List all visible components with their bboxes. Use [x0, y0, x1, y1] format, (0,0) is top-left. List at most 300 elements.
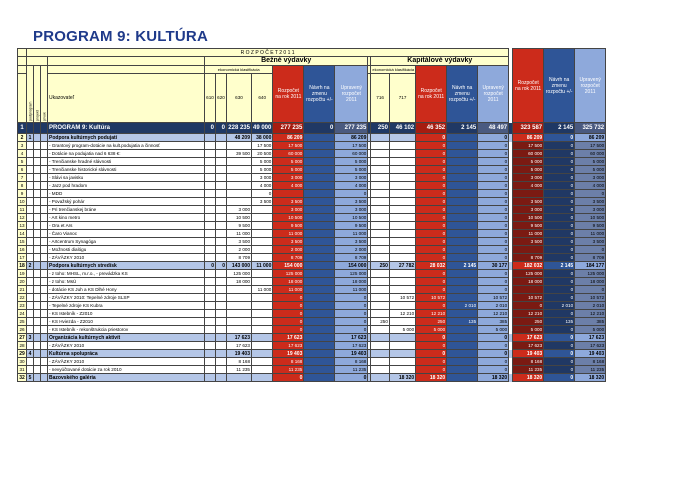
ek-klas-1: ekonomická klasifikácia: [205, 66, 273, 74]
row-projekt: [34, 270, 41, 278]
cell-c630: [227, 174, 252, 182]
cell-c716: [371, 374, 390, 382]
cell-cap-budget: 0: [416, 350, 447, 358]
cell-total-budget: 19 403: [513, 350, 544, 358]
cell-c716: [371, 230, 390, 238]
cell-c716: [371, 134, 390, 142]
cell-c620: [216, 342, 227, 350]
row-number: 10: [19, 198, 25, 204]
budget-table: [17, 48, 606, 382]
row-projekt: [34, 278, 41, 286]
cell-cap-adjusted: 12 210: [478, 310, 509, 318]
row-podprogram: [27, 310, 34, 318]
cell-cap-adjusted: 0: [478, 182, 509, 190]
cell-c640: [252, 214, 273, 222]
cell-cap-budget: 0: [416, 182, 447, 190]
cell-c620: [216, 358, 227, 366]
cell-c716: [371, 190, 390, 198]
cell-cap-budget: 0: [416, 206, 447, 214]
col-podprogram: podprogram: [27, 66, 34, 123]
cell-budget: 17 500: [273, 142, 304, 150]
current-expenses-header: Bežné výdavky: [205, 57, 368, 66]
col-prvok: prvok: [41, 66, 48, 123]
cell-c717: 46 102: [389, 123, 415, 134]
cell-c717: [389, 134, 415, 142]
cell-change: [304, 342, 335, 350]
cell-total-change: 0: [544, 174, 575, 182]
cell-cap-change: [447, 374, 478, 382]
table-row: [18, 222, 606, 230]
row-podprogram: [27, 174, 34, 182]
cell-c717: 5 000: [389, 326, 415, 334]
row-projekt: [34, 374, 41, 382]
cell-c610: [205, 230, 216, 238]
cap-change-header: Návrh na zmenu rozpočtu +/-: [447, 66, 478, 123]
cell-c620: [216, 318, 227, 326]
cell-c630: [227, 190, 252, 198]
cap-budget-header: Rozpočet na rok 2011: [416, 66, 447, 123]
cell-cap-change: [447, 198, 478, 206]
cell-cap-adjusted: 0: [478, 230, 509, 238]
row-projekt: [34, 222, 41, 230]
row-number: 6: [18, 166, 27, 174]
cell-c640: [252, 278, 273, 286]
cell-c717: [389, 222, 415, 230]
cell-c640: [252, 366, 273, 374]
cell-cap-change: 2 145: [447, 123, 478, 134]
cell-c620: [216, 278, 227, 286]
row-prvok: [41, 366, 48, 374]
cell-cap-adjusted: 0: [478, 174, 509, 182]
cell-c716: [371, 350, 390, 358]
cell-c640: 20 500: [252, 150, 273, 158]
cell-c620: [216, 286, 227, 294]
row-projekt: [34, 350, 41, 358]
cell-total-change: 0: [544, 278, 575, 286]
cell-c610: [205, 286, 216, 294]
row-projekt: [34, 366, 41, 374]
cell-total-budget: [513, 190, 544, 198]
cell-total-change: 0: [544, 326, 575, 334]
cell-total-adjusted: 12 210: [575, 310, 606, 318]
row-number: 2: [18, 134, 27, 142]
cell-adjusted: 0: [335, 190, 368, 198]
cell-adjusted: 11 000: [335, 286, 368, 294]
cell-c610: [205, 174, 216, 182]
row-number: 3: [18, 142, 27, 150]
row-projekt: [34, 254, 41, 262]
row-podprogram: [27, 342, 34, 350]
row-projekt: [34, 238, 41, 246]
cell-total-change: 0: [544, 334, 575, 342]
cell-c716: [371, 326, 390, 334]
row-projekt: [34, 294, 41, 302]
cell-total-adjusted: 86 209: [575, 134, 606, 142]
table-row: [18, 294, 606, 302]
cell-c640: [252, 358, 273, 366]
indicator-header: Ukazovateľ: [48, 74, 205, 123]
cell-total-adjusted: 2 010: [575, 302, 606, 310]
cell-c640: [252, 294, 273, 302]
cell-adjusted: 0: [335, 302, 368, 310]
cell-c620: [216, 326, 227, 334]
cell-total-change: 0: [544, 198, 575, 206]
cell-cap-change: [447, 366, 478, 374]
cell-total-change: 0: [544, 158, 575, 166]
row-prvok: [41, 318, 48, 326]
cell-c630: [227, 318, 252, 326]
cell-adjusted: 60 000: [335, 150, 368, 158]
cell-c610: [205, 166, 216, 174]
cell-budget: 17 623: [273, 334, 304, 342]
row-prvok: [41, 238, 48, 246]
cell-change: [304, 374, 335, 382]
row-label: - nevyúčtované dotácie za rok 2010: [48, 366, 205, 374]
cell-cap-change: [447, 246, 478, 254]
cell-c620: [216, 214, 227, 222]
cell-cap-adjusted: 385: [478, 318, 509, 326]
cell-c640: 3 500: [252, 198, 273, 206]
row-prvok: [41, 350, 48, 358]
cell-c630: 228 235: [227, 123, 252, 134]
cell-c716: [371, 174, 390, 182]
cell-cap-change: [447, 342, 478, 350]
cell-budget: 4 000: [273, 182, 304, 190]
row-projekt: [34, 198, 41, 206]
cell-total-budget: 17 500: [513, 142, 544, 150]
cell-c620: [216, 254, 227, 262]
row-projekt: [34, 302, 41, 310]
row-label: - Jazz pod hradom: [48, 182, 205, 190]
cell-total-adjusted: 3 000: [575, 206, 606, 214]
cell-total-change: 0: [544, 150, 575, 158]
cell-budget: 3 000: [273, 174, 304, 182]
cell-c640: [252, 222, 273, 230]
cell-c630: [227, 374, 252, 382]
cell-change: [304, 262, 335, 270]
cell-change: [304, 334, 335, 342]
cell-cap-adjusted: 2 010: [478, 302, 509, 310]
cell-adjusted: 3 000: [335, 206, 368, 214]
row-prvok: [41, 134, 48, 142]
cell-cap-budget: 12 210: [416, 310, 447, 318]
row-number: 23: [19, 302, 25, 308]
cell-c716: 250: [371, 318, 390, 326]
cell-cap-change: [447, 254, 478, 262]
cell-adjusted: 10 500: [335, 214, 368, 222]
cell-c640: 5 000: [252, 166, 273, 174]
row-prvok: [41, 278, 48, 286]
row-podprogram: 5: [27, 374, 34, 382]
cell-budget: 18 000: [273, 278, 304, 286]
cell-cap-budget: 0: [416, 142, 447, 150]
cell-cap-adjusted: 0: [478, 134, 509, 142]
row-number: 25: [19, 318, 25, 324]
cell-cap-change: [447, 190, 478, 198]
cell-total-change: 2 010: [544, 302, 575, 310]
row-prvok: [41, 286, 48, 294]
cell-c640: [252, 334, 273, 342]
row-prvok: [41, 358, 48, 366]
cell-total-adjusted: 0: [575, 246, 606, 254]
cell-c630: 17 623: [227, 334, 252, 342]
cell-c620: 0: [216, 123, 227, 134]
cell-budget: 0: [273, 318, 304, 326]
cell-c716: 250: [371, 262, 390, 270]
cell-c716: [371, 278, 390, 286]
cell-c717: [389, 174, 415, 182]
cell-budget: 60 000: [273, 150, 304, 158]
row-prvok: [41, 254, 48, 262]
cell-budget: 5 000: [273, 166, 304, 174]
table-row: [18, 262, 606, 270]
cell-c716: [371, 158, 390, 166]
cell-budget: 8 168: [273, 358, 304, 366]
cell-total-adjusted: 385: [575, 318, 606, 326]
cell-c717: [389, 358, 415, 366]
row-podprogram: 2: [27, 262, 34, 270]
cell-total-budget: 3 500: [513, 238, 544, 246]
cell-adjusted: 3 500: [335, 198, 368, 206]
cell-c610: [205, 206, 216, 214]
cell-total-budget: 125 000: [513, 270, 544, 278]
cell-c630: 9 500: [227, 222, 252, 230]
cell-budget: [273, 190, 304, 198]
cell-cap-change: [447, 286, 478, 294]
cell-total-adjusted: 3 500: [575, 198, 606, 206]
cell-c610: [205, 142, 216, 150]
cell-cap-adjusted: 0: [478, 366, 509, 374]
row-label: Podpora kultúrnych stredísk: [48, 262, 205, 270]
table-row: [18, 302, 606, 310]
cell-total-adjusted: 11 000: [575, 230, 606, 238]
cell-cap-adjusted: 0: [478, 222, 509, 230]
cell-c610: [205, 134, 216, 142]
table-row: [18, 214, 606, 222]
cell-total-adjusted: 125 000: [575, 270, 606, 278]
cell-c610: [205, 326, 216, 334]
table-row: [18, 350, 606, 358]
row-prvok: [41, 342, 48, 350]
cell-total-adjusted: 5 000: [575, 166, 606, 174]
row-prvok: [41, 174, 48, 182]
cell-cap-adjusted: 0: [478, 342, 509, 350]
cell-cap-adjusted: 10 572: [478, 294, 509, 302]
cell-adjusted: 5 000: [335, 166, 368, 174]
row-projekt: [34, 166, 41, 174]
row-prvok: [41, 214, 48, 222]
cell-cap-budget: 5 000: [416, 326, 447, 334]
cell-c640: [252, 302, 273, 310]
cell-total-adjusted: 325 732: [575, 123, 606, 134]
cell-change: [304, 278, 335, 286]
cell-total-adjusted: 10 572: [575, 294, 606, 302]
cell-cap-change: [447, 182, 478, 190]
cell-total-change: 0: [544, 238, 575, 246]
cell-total-change: 0: [544, 142, 575, 150]
cell-cap-adjusted: 0: [478, 142, 509, 150]
cell-adjusted: 11 235: [335, 366, 368, 374]
row-podprogram: [27, 302, 34, 310]
row-podprogram: 1: [27, 134, 34, 142]
cell-total-adjusted: 17 500: [575, 142, 606, 150]
cell-cap-budget: 0: [416, 278, 447, 286]
cell-cap-change: [447, 206, 478, 214]
cell-c717: [389, 158, 415, 166]
cell-total-budget: 323 587: [513, 123, 544, 134]
cell-total-change: 0: [544, 358, 575, 366]
row-podprogram: [27, 150, 34, 158]
cell-c716: [371, 286, 390, 294]
row-label: - ZÁVÄZKY 2010: [48, 342, 205, 350]
cell-cap-adjusted: 0: [478, 190, 509, 198]
table-row: [18, 342, 606, 350]
cell-c716: [371, 206, 390, 214]
row-prvok: [41, 222, 48, 230]
cap-adjusted-header: Upravený rozpočet 2011: [478, 66, 509, 123]
row-label: - KS Istebník - Z2010: [48, 310, 205, 318]
cell-c620: [216, 142, 227, 150]
cell-c717: [389, 366, 415, 374]
cell-total-budget: 3 500: [513, 198, 544, 206]
cell-total-adjusted: 18 320: [575, 374, 606, 382]
cell-total-adjusted: 17 623: [575, 342, 606, 350]
table-row: [18, 246, 606, 254]
table-row: [18, 134, 606, 142]
row-prvok: [41, 310, 48, 318]
cell-c610: [205, 342, 216, 350]
row-projekt: [34, 214, 41, 222]
cell-c717: [389, 342, 415, 350]
cell-c630: [227, 166, 252, 174]
cell-cap-change: [447, 350, 478, 358]
table-row: [18, 374, 606, 382]
row-podprogram: [27, 246, 34, 254]
row-podprogram: [27, 214, 34, 222]
row-number: 27: [19, 334, 25, 341]
cell-budget: 154 000: [273, 262, 304, 270]
table-row: [18, 158, 606, 166]
cell-cap-budget: 0: [416, 158, 447, 166]
row-podprogram: [27, 254, 34, 262]
cell-total-adjusted: 9 500: [575, 222, 606, 230]
cell-change: [304, 166, 335, 174]
cell-cap-budget: 0: [416, 302, 447, 310]
cell-total-budget: 182 032: [513, 262, 544, 270]
row-prvok: [41, 142, 48, 150]
cell-c640: [252, 206, 273, 214]
adjusted-header: Upravený rozpočet 2011: [335, 66, 368, 123]
row-number: 17: [19, 254, 25, 260]
row-projekt: [34, 158, 41, 166]
row-podprogram: [27, 230, 34, 238]
row-number: 19: [19, 270, 25, 276]
cell-total-adjusted: 0: [575, 190, 606, 198]
row-label: Podpora kultúrnych podujatí: [48, 134, 205, 142]
cell-cap-adjusted: 0: [478, 350, 509, 358]
cell-c610: [205, 334, 216, 342]
cell-total-budget: 60 000: [513, 150, 544, 158]
row-label: Bazovského galéria: [48, 374, 205, 382]
cell-total-change: 0: [544, 214, 575, 222]
cell-c610: [205, 182, 216, 190]
cell-cap-budget: 0: [416, 198, 447, 206]
cell-c716: [371, 342, 390, 350]
cell-c610: [205, 294, 216, 302]
cell-c610: [205, 358, 216, 366]
cell-c716: [371, 246, 390, 254]
cell-c610: [205, 150, 216, 158]
cell-c716: [371, 310, 390, 318]
cell-c717: [389, 238, 415, 246]
cell-cap-adjusted: 0: [478, 158, 509, 166]
cell-cap-change: [447, 326, 478, 334]
cell-total-change: 0: [544, 342, 575, 350]
cell-cap-change: 2 010: [447, 302, 478, 310]
cell-cap-change: [447, 158, 478, 166]
row-projekt: [34, 310, 41, 318]
row-podprogram: [27, 286, 34, 294]
cell-c620: [216, 150, 227, 158]
cell-budget: 9 500: [273, 222, 304, 230]
cell-cap-change: [447, 214, 478, 222]
cell-adjusted: 86 209: [335, 134, 368, 142]
row-number: 8: [18, 182, 27, 190]
cell-cap-budget: 0: [416, 150, 447, 158]
cell-c716: [371, 366, 390, 374]
cell-c630: 8 709: [227, 254, 252, 262]
cell-c640: 5 000: [252, 158, 273, 166]
cell-c620: [216, 190, 227, 198]
cell-cap-adjusted: 0: [478, 206, 509, 214]
cell-cap-adjusted: 0: [478, 198, 509, 206]
row-number: 16: [19, 246, 25, 252]
cell-c717: [389, 198, 415, 206]
row-number: 15: [19, 238, 25, 244]
cell-total-budget: 10 500: [513, 214, 544, 222]
cell-budget: 19 403: [273, 350, 304, 358]
cell-change: [304, 222, 335, 230]
cell-cap-adjusted: 0: [478, 334, 509, 342]
cell-cap-change: [447, 334, 478, 342]
row-number: 31: [19, 366, 25, 372]
row-label: Kultúrna spolupráca: [48, 350, 205, 358]
cell-total-change: 0: [544, 270, 575, 278]
cell-cap-budget: 18 320: [416, 374, 447, 382]
cell-total-adjusted: 4 000: [575, 182, 606, 190]
table-row: [18, 326, 606, 334]
cell-budget: 86 209: [273, 134, 304, 142]
cell-cap-change: [447, 294, 478, 302]
cell-total-change: 0: [544, 134, 575, 142]
cell-c717: [389, 318, 415, 326]
cell-c716: [371, 142, 390, 150]
cell-cap-change: [447, 238, 478, 246]
cell-total-change: 2 145: [544, 123, 575, 134]
row-projekt: [34, 286, 41, 294]
cell-cap-budget: 0: [416, 166, 447, 174]
cell-c717: [389, 302, 415, 310]
row-label: - KS Hviezda - Z2010: [48, 318, 205, 326]
cell-adjusted: 3 500: [335, 238, 368, 246]
cell-c716: [371, 334, 390, 342]
cell-cap-adjusted: 0: [478, 270, 509, 278]
row-projekt: [34, 342, 41, 350]
change-header: Návrh na zmenu rozpočtu +/-: [304, 66, 335, 123]
row-number: 11: [18, 206, 27, 214]
cell-budget: 3 500: [273, 198, 304, 206]
cell-c640: 3 000: [252, 174, 273, 182]
